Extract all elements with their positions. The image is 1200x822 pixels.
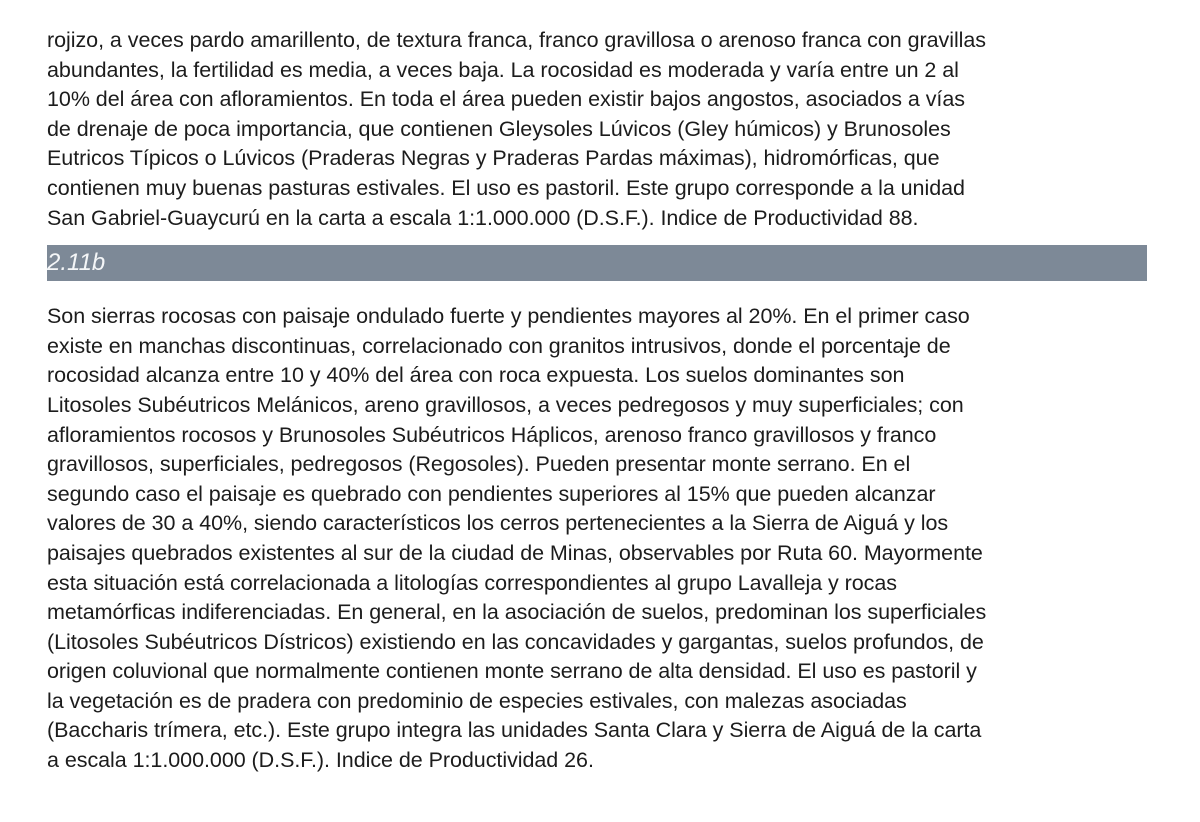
- text-line: gravillosos, superficiales, pedregosos (Regosoles). Pueden presentar monte serrano. En el: [47, 452, 911, 477]
- text-line: valores de 30 a 40%, siendo característicos los cerros pertenecientes a la Sierra de Aiguá y los: [47, 511, 949, 536]
- text-line: origen coluvional que normalmente contienen monte serrano de alta densidad. El uso es pastoril y: [47, 659, 977, 684]
- text-line: abundantes, la fertilidad es media, a veces baja. La rocosidad es moderada y varía entre un 2 al: [47, 57, 959, 82]
- text-line: Son sierras rocosas con paisaje ondulado fuerte y pendientes mayores al 20%. En el primer caso: [47, 304, 970, 329]
- text-line: a escala 1:1.000.000 (D.S.F.). Indice de Productividad 26.: [47, 748, 594, 773]
- intro-paragraph: [47, 26, 1147, 233]
- text-line: metamórficas indiferenciadas. En general, en la asociación de suelos, predominan los superficiales: [47, 600, 987, 625]
- section-paragraph: [47, 302, 1147, 776]
- text-line: (Litosoles Subéutricos Dístricos) existiendo en las concavidades y gargantas, suelos profundos, de: [47, 629, 984, 654]
- text-line: rocosidad alcanza entre 10 y 40% del área con roca expuesta. Los suelos dominantes son: [47, 363, 905, 388]
- text-line: paisajes quebrados existentes al sur de la ciudad de Minas, observables por Ruta 60. Mayormente: [47, 540, 983, 565]
- section-heading-bar: [47, 245, 1147, 281]
- text-line: 10% del área con afloramientos. En toda el área pueden existir bajos angostos, asociados a vías: [47, 87, 965, 112]
- text-line: esta situación está correlacionada a litologías correspondientes al grupo Lavalleja y rocas: [47, 570, 897, 595]
- text-line: contienen muy buenas pasturas estivales. El uso es pastoril. Este grupo corresponde a la unidad: [47, 175, 965, 200]
- text-line: (Baccharis trímera, etc.). Este grupo integra las unidades Santa Clara y Sierra de Aiguá de la carta: [47, 718, 982, 743]
- document-body: [47, 26, 1147, 776]
- text-line: de drenaje de poca importancia, que contienen Gleysoles Lúvicos (Gley húmicos) y Brunosoles: [47, 116, 951, 141]
- text-line: rojizo, a veces pardo amarillento, de textura franca, franco gravillosa o arenoso franca con gravillas: [47, 28, 987, 52]
- text-line: la vegetación es de pradera con predominio de especies estivales, con malezas asociadas: [47, 688, 907, 713]
- text-line: segundo caso el paisaje es quebrado con pendientes superiores al 15% que pueden alcanzar: [47, 481, 936, 506]
- text-line: existe en manchas discontinuas, correlacionado con granitos intrusivos, donde el porcentaje de: [47, 333, 951, 358]
- text-line: afloramientos rocosos y Brunosoles Subéutricos Háplicos, arenoso franco gravillosos y franco: [47, 422, 937, 447]
- text-line: Eutricos Típicos o Lúvicos (Praderas Negras y Praderas Pardas máximas), hidromórficas, que: [47, 146, 940, 171]
- section-heading: 2.11b: [47, 249, 106, 277]
- text-line: Litosoles Subéutricos Melánicos, areno gravillosos, a veces pedregosos y muy superficiales; con: [47, 392, 964, 417]
- text-line: San Gabriel-Guaycurú en la carta a escala 1:1.000.000 (D.S.F.). Indice de Productividad 88.: [47, 205, 919, 230]
